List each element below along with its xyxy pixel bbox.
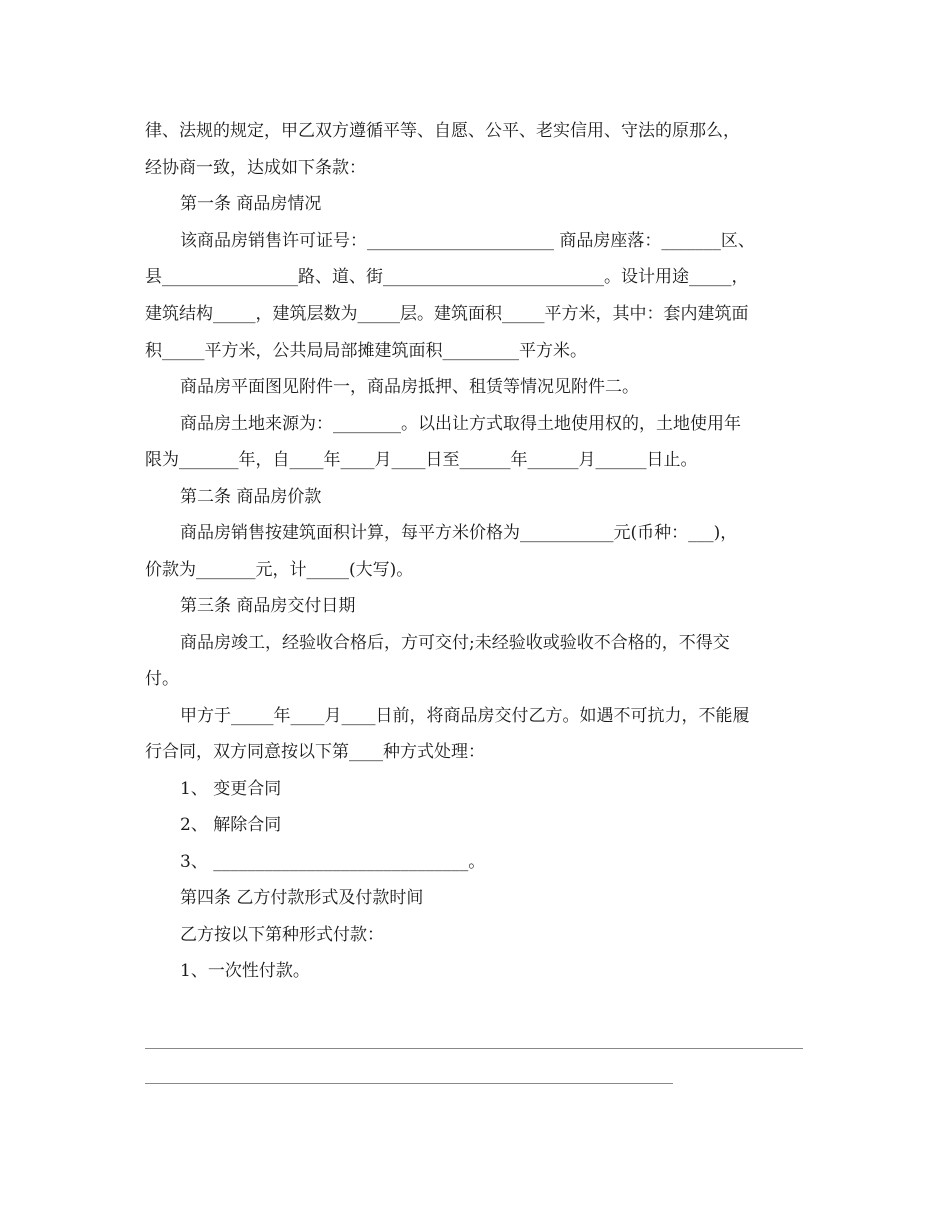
paragraph-line: 商品房土地来源为：________。以出让方式取得土地使用权的，土地使用年: [180, 414, 741, 434]
article-2-heading: 第二条 商品房价款: [180, 487, 322, 507]
paragraph-line: 付。: [145, 669, 179, 689]
paragraph-line: 行合同，双方同意按以下第____种方式处理：: [145, 742, 485, 762]
footer-divider-line: [145, 1048, 803, 1049]
paragraph-line: 商品房销售按建筑面积计算，每平方米价格为___________元(币种：___)，: [180, 523, 738, 543]
paragraph-line: 甲方于_____年____月____日前，将商品房交付乙方。如遇不可抗力，不能履: [180, 706, 750, 726]
list-item: 1、 变更合同: [180, 779, 282, 799]
article-1-heading: 第一条 商品房情况: [180, 194, 322, 214]
paragraph-line: 积_____平方米，公共局局部摊建筑面积_________平方米。: [145, 341, 587, 361]
paragraph-line: 经协商一致，达成如下条款：: [145, 158, 366, 178]
article-3-heading: 第三条 商品房交付日期: [180, 596, 356, 616]
list-item: 2、 解除合同: [180, 815, 282, 835]
paragraph-line: 商品房竣工，经验收合格后，方可交付;未经验收或验收不合格的，不得交: [180, 633, 730, 653]
list-item: 1、一次性付款。: [180, 961, 310, 981]
paragraph-line: 律、法规的规定，甲乙双方遵循平等、自愿、公平、老实信用、守法的原那么，: [145, 121, 740, 141]
paragraph-line: 乙方按以下第种形式付款：: [180, 925, 384, 945]
paragraph-line: 限为_______年，自____年____月____日至______年______月______日止。: [145, 450, 698, 470]
paragraph-line: 该商品房销售许可证号：______________________ 商品房座落：_______区、: [180, 231, 755, 251]
footer-divider-line-short: [145, 1083, 673, 1084]
paragraph-line: 价款为_______元，计_____(大写)。: [145, 560, 414, 580]
paragraph-line: 商品房平面图见附件一，商品房抵押、租赁等情况见附件二。: [180, 377, 639, 397]
article-4-heading: 第四条 乙方付款形式及付款时间: [180, 888, 424, 908]
paragraph-line: 县________________路、道、街__________________________。设计用途_____，: [145, 267, 749, 287]
paragraph-line: 建筑结构_____，建筑层数为_____层。建筑面积_____平方米，其中：套内建筑面: [145, 304, 749, 324]
list-item: 3、 ______________________________。: [180, 852, 486, 872]
